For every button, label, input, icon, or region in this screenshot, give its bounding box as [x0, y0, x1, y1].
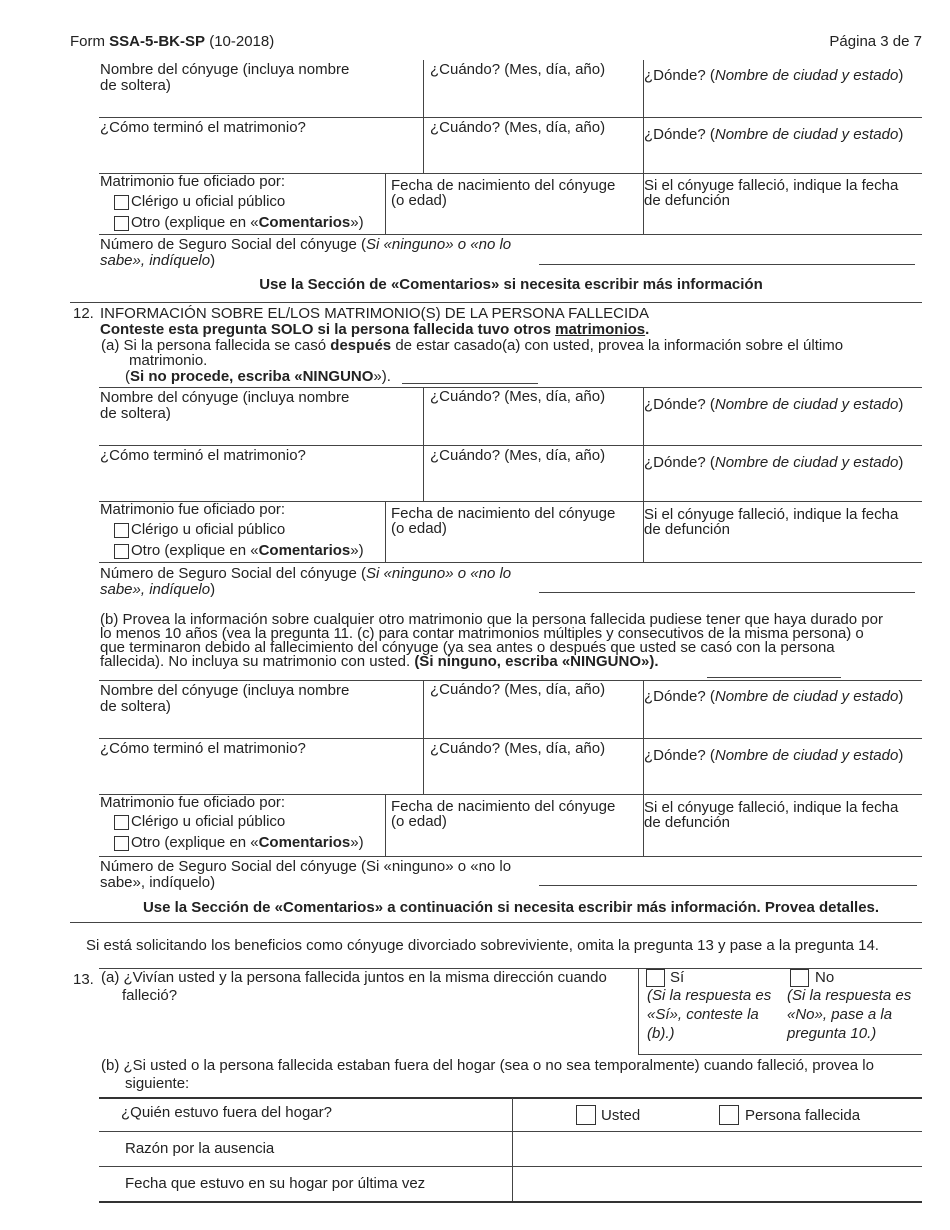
spouse-birth-label-2: (o edad) — [391, 192, 447, 209]
absence-reason-input[interactable] — [513, 1132, 922, 1166]
divider — [638, 1054, 922, 1055]
divorced-note: Si está solicitando los beneficios como cónyuge divorciado sobreviviente, omita la pregunta 13 y pase a la pregunta 14. — [86, 937, 879, 954]
ssn-input-line[interactable] — [539, 592, 915, 593]
spouse-death-label-2: de defunción — [644, 521, 730, 538]
spouse-death-label: Si el cónyuge falleció, indique la fecha — [644, 506, 899, 523]
spouse-death-field[interactable] — [644, 174, 922, 234]
q12-subtitle: Conteste esta pregunta SOLO si la persona fallecida tuvo otros matrimonios. — [100, 321, 650, 338]
end-date-field[interactable] — [424, 118, 643, 173]
you-label: Usted — [601, 1107, 641, 1124]
spouse-death-label-2: de defunción — [644, 814, 730, 831]
ssn-label: Número de Seguro Social del cónyuge (Si «ninguno» o «no lo — [100, 565, 512, 582]
absence-reason-label: Razón por la ausencia — [125, 1140, 275, 1157]
yes-checkbox[interactable] — [646, 969, 665, 987]
q12b-none-input[interactable] — [707, 677, 841, 678]
other-checkbox[interactable] — [114, 216, 129, 231]
ssn-input-line[interactable] — [539, 885, 917, 886]
clergy-checkbox[interactable] — [114, 523, 129, 538]
spouse-name-field[interactable] — [99, 60, 423, 117]
end-place-label: ¿Dónde? (Nombre de ciudad y estado) — [644, 454, 904, 471]
q13a-text-2: falleció? — [122, 987, 178, 1004]
marriage-date-field[interactable] — [424, 681, 643, 738]
spouse-death-field[interactable] — [644, 502, 922, 562]
marriage-place-label: ¿Dónde? (Nombre de ciudad y estado) — [644, 396, 904, 413]
marriage-date-label: ¿Cuándo? (Mes, día, año) — [430, 61, 606, 78]
how-ended-field[interactable] — [99, 118, 423, 173]
how-ended-field[interactable] — [99, 739, 423, 794]
spouse-name-label: Nombre del cónyuge (incluya nombre — [100, 61, 350, 78]
officiated-label: Matrimonio fue oficiado por: — [100, 794, 286, 811]
deceased-checkbox[interactable] — [719, 1105, 739, 1125]
spouse-birth-label-2: (o edad) — [391, 813, 447, 830]
other-checkbox[interactable] — [114, 836, 129, 851]
spouse-name-field[interactable] — [99, 681, 423, 738]
q13-number: 13. — [73, 971, 94, 988]
other-label: Otro (explique en «Comentarios») — [131, 214, 364, 231]
q12a-none-input[interactable] — [402, 383, 538, 384]
clergy-label: Clérigo u oficial público — [131, 813, 286, 830]
how-ended-label: ¿Cómo terminó el matrimonio? — [100, 740, 306, 757]
marriage-date-field[interactable] — [424, 60, 643, 117]
q12a-text-2: matrimonio. — [129, 352, 208, 369]
divider — [70, 922, 922, 923]
other-label: Otro (explique en «Comentarios») — [131, 542, 364, 559]
spouse-birth-field[interactable] — [386, 795, 643, 856]
ssn-label: Número de Seguro Social del cónyuge (Si «ninguno» o «no lo — [100, 858, 512, 875]
spouse-death-field[interactable] — [644, 795, 922, 856]
end-place-field[interactable] — [644, 446, 922, 501]
spouse-birth-label: Fecha de nacimiento del cónyuge — [391, 798, 616, 815]
no-checkbox[interactable] — [790, 969, 809, 987]
q12a-text: (a) Si la persona fallecida se casó después de estar casado(a) con usted, provea la información sobre el último — [101, 337, 844, 354]
end-date-label: ¿Cuándo? (Mes, día, año) — [430, 740, 606, 757]
you-checkbox[interactable] — [576, 1105, 596, 1125]
q13a-text: (a) ¿Vivían usted y la persona fallecida juntos en la misma dirección cuando — [101, 969, 607, 986]
spouse-name-label: Nombre del cónyuge (incluya nombre — [100, 389, 350, 406]
ssn-label-2: sabe», indíquelo) — [100, 874, 216, 891]
comments-note-2: Use la Sección de «Comentarios» a continuación si necesita escribir más información. Provea detalles. — [142, 899, 880, 916]
spouse-death-label: Si el cónyuge falleció, indique la fecha — [644, 799, 899, 816]
other-checkbox[interactable] — [114, 544, 129, 559]
end-place-field[interactable] — [644, 118, 922, 173]
marriage-place-field[interactable] — [644, 681, 922, 738]
yes-label: Sí — [670, 969, 685, 986]
how-ended-label: ¿Cómo terminó el matrimonio? — [100, 447, 306, 464]
ssn-input-line[interactable] — [539, 264, 915, 265]
end-place-label: ¿Dónde? (Nombre de ciudad y estado) — [644, 126, 904, 143]
last-home-date-label: Fecha que estuvo en su hogar por última vez — [125, 1175, 426, 1192]
end-place-label: ¿Dónde? (Nombre de ciudad y estado) — [644, 747, 904, 764]
spouse-birth-field[interactable] — [386, 502, 643, 562]
marriage-date-label: ¿Cuándo? (Mes, día, año) — [430, 388, 606, 405]
who-away-label: ¿Quién estuvo fuera del hogar? — [121, 1104, 332, 1121]
officiated-label: Matrimonio fue oficiado por: — [100, 173, 286, 190]
spouse-name-label-2: de soltera) — [100, 405, 171, 422]
q12a-none-note: (Si no procede, escriba «NINGUNO»). — [125, 368, 391, 385]
page-number: Página 3 de 7 — [829, 33, 922, 50]
deceased-label: Persona fallecida — [745, 1107, 861, 1124]
spouse-birth-label: Fecha de nacimiento del cónyuge — [391, 177, 616, 194]
other-label: Otro (explique en «Comentarios») — [131, 834, 364, 851]
officiated-label: Matrimonio fue oficiado por: — [100, 501, 286, 518]
end-place-field[interactable] — [644, 739, 922, 794]
ssn-label-2: sabe», indíquelo) — [100, 581, 216, 598]
end-date-label: ¿Cuándo? (Mes, día, año) — [430, 447, 606, 464]
end-date-label: ¿Cuándo? (Mes, día, año) — [430, 119, 606, 136]
how-ended-field[interactable] — [99, 446, 423, 501]
q12-title: INFORMACIÓN SOBRE EL/LOS MATRIMONIO(S) DE LA PERSONA FALLECIDA — [100, 305, 650, 322]
spouse-name-label-2: de soltera) — [100, 698, 171, 715]
ssn-label-2: sabe», indíquelo) — [100, 252, 216, 269]
q12-number: 12. — [73, 305, 94, 322]
clergy-checkbox[interactable] — [114, 815, 129, 830]
clergy-checkbox[interactable] — [114, 195, 129, 210]
q13b-text-2: siguiente: — [125, 1075, 190, 1092]
spouse-death-label-2: de defunción — [644, 192, 730, 209]
last-home-date-input[interactable] — [513, 1167, 922, 1201]
spouse-birth-label: Fecha de nacimiento del cónyuge — [391, 505, 616, 522]
spouse-name-label-2: de soltera) — [100, 77, 171, 94]
marriage-place-label: ¿Dónde? (Nombre de ciudad y estado) — [644, 67, 904, 84]
divider — [638, 969, 639, 1054]
spouse-birth-label-2: (o edad) — [391, 520, 447, 537]
comments-note-1: Use la Sección de «Comentarios» si necesita escribir más información — [259, 276, 763, 293]
marriage-date-label: ¿Cuándo? (Mes, día, año) — [430, 681, 606, 698]
marriage-place-label: ¿Dónde? (Nombre de ciudad y estado) — [644, 688, 904, 705]
clergy-label: Clérigo u oficial público — [131, 521, 286, 538]
end-date-field[interactable] — [424, 739, 643, 794]
divider — [70, 302, 922, 303]
ssn-label: Número de Seguro Social del cónyuge (Si «ninguno» o «no lo — [100, 236, 512, 253]
no-label: No — [815, 969, 835, 986]
form-id: Form SSA-5-BK-SP (10-2018) — [70, 33, 275, 50]
end-date-field[interactable] — [424, 446, 643, 501]
spouse-name-label: Nombre del cónyuge (incluya nombre — [100, 682, 350, 699]
spouse-name-field[interactable] — [99, 388, 423, 445]
how-ended-label: ¿Cómo terminó el matrimonio? — [100, 119, 306, 136]
q13b-text: (b) ¿Si usted o la persona fallecida estaban fuera del hogar (sea o no sea temporalmente) cuando falleció, provea lo — [101, 1057, 874, 1074]
spouse-birth-field[interactable] — [386, 174, 643, 234]
marriage-date-field[interactable] — [424, 388, 643, 445]
marriage-place-field[interactable] — [644, 388, 922, 445]
clergy-label: Clérigo u oficial público — [131, 193, 286, 210]
marriage-place-field[interactable] — [644, 60, 922, 117]
spouse-death-label: Si el cónyuge falleció, indique la fecha — [644, 177, 899, 194]
